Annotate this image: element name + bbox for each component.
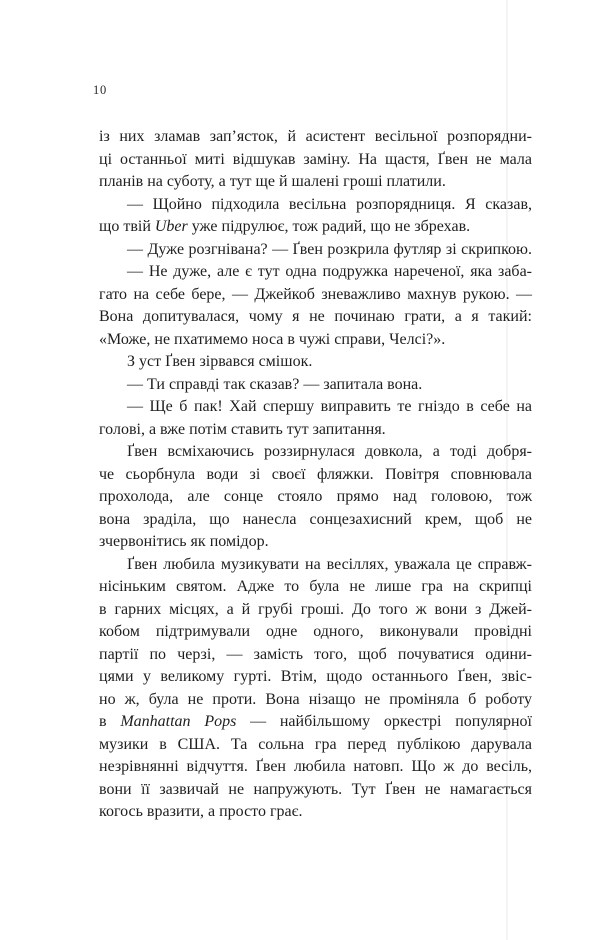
text-segment: когось вразити, а просто грає. (99, 803, 303, 820)
italic-text-segment: Manhattan Pops (120, 713, 237, 730)
text-line (99, 599, 532, 622)
text-segment: уже підрулює, тож радий, що не збрехав. (187, 218, 471, 235)
text-line (99, 509, 532, 532)
text-line (99, 149, 532, 172)
text-line (99, 306, 532, 329)
text-segment: ці останньої миті відшукав заміну. На щастя, Ґвен не мала (99, 150, 532, 168)
text-segment: З уст Ґвен зірвався смішок. (127, 353, 313, 370)
text-segment: незрівнянні відчуття. Ґвен любила натовп. Що ж до весіль, (99, 758, 532, 775)
text-segment: Вона допитувалася, чому я не починаю грати, а я такий: (99, 308, 532, 325)
text-segment: вони її зазвичай не напружують. Тут Ґвен не намагається (99, 780, 532, 798)
text-line (99, 756, 532, 779)
text-line (99, 689, 532, 712)
text-line (99, 194, 532, 217)
text-segment: зчервонітись як помідор. (99, 533, 269, 550)
text-segment: планів на суботу, а тут ще й шалені гроші платили. (99, 173, 446, 190)
text-segment: цями у великому гурті. Втім, щодо останнього Ґвен, звіс- (99, 668, 532, 685)
text-segment: в (99, 713, 121, 730)
text-line (99, 486, 532, 509)
text-segment: партії по черзі, — замість того, щоб почуватися одини- (99, 645, 532, 663)
text-line (99, 441, 532, 464)
text-segment: кобом підтримували одне одного, виконували провідні (99, 623, 532, 640)
text-line (99, 216, 532, 239)
text-segment: но ж, була не проти. Вона нізащо не проміняла б роботу (99, 690, 532, 708)
text-line (99, 239, 532, 262)
text-line (99, 419, 532, 442)
text-line (99, 261, 532, 284)
text-line (99, 126, 532, 149)
text-segment: нісіньким святом. Адже то була не лише гра на скрипці (99, 578, 532, 595)
text-line (99, 531, 532, 554)
text-segment: голові, а вже потім ставить тут запитання. (99, 420, 386, 438)
text-line (99, 779, 532, 802)
text-segment: в гарних місцях, а й грубі гроші. До того ж вони з Джей- (99, 600, 532, 618)
text-line (99, 711, 532, 734)
page-number: 10 (93, 83, 108, 97)
text-segment: — Ще б пак! Хай спершу виправить те гніздо в себе на (127, 398, 532, 415)
text-line (99, 284, 532, 307)
text-segment: прохолода, але сонце стояло прямо над головою, тож (99, 488, 532, 505)
text-segment: «Може, не пхатимемо носа в чужі справи, Челсі?». (99, 330, 446, 348)
text-segment: гато на себе бере, — Джейкоб зневажливо махнув рукою. — (99, 285, 532, 303)
text-line (99, 576, 532, 599)
text-line (99, 329, 532, 352)
text-segment: — найбільшому оркестрі популярної (236, 713, 532, 730)
text-line (99, 464, 532, 487)
text-segment: вона зраділа, що нанесла сонцезахисний крем, щоб не (99, 510, 532, 528)
body-text (99, 126, 532, 824)
text-line (99, 734, 532, 757)
text-line (99, 171, 532, 194)
text-segment: — Не дуже, але є тут одна подружка нареченої, яка заба- (127, 263, 532, 280)
text-segment: че сьорбнула води зі своєї фляжки. Повітря сповнювала (99, 465, 532, 483)
text-line (99, 621, 532, 644)
italic-text-segment: Uber (154, 218, 188, 235)
text-segment: Ґвен всміхаючись роззирнулася довкола, а тоді добря- (127, 443, 532, 460)
text-line (99, 801, 532, 824)
text-segment: — Ти справді так сказав? — запитала вона. (127, 375, 423, 393)
text-segment: Ґвен любила музикувати на весіллях, уважала це справж- (127, 555, 532, 573)
text-segment: — Щойно підходила весільна розпорядниця. Я сказав, (127, 195, 532, 213)
text-segment: із них зламав зап’ясток, й асистент весільної розпорядни- (99, 128, 532, 145)
text-line (99, 351, 532, 374)
text-segment: що твій (99, 218, 155, 235)
text-line (99, 554, 532, 577)
text-segment: — Дуже розгнівана? — Ґвен розкрила футляр зі скрипкою. (127, 240, 532, 258)
text-line (99, 644, 532, 667)
text-segment: музики в США. Та сольна гра перед публікою дарувала (99, 735, 532, 753)
text-line (99, 666, 532, 689)
text-line (99, 374, 532, 397)
text-line (99, 396, 532, 419)
